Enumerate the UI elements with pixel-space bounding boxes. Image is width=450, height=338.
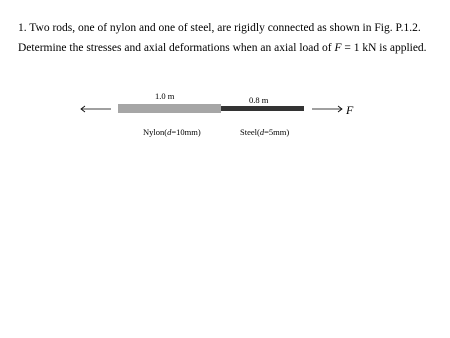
nylon-label-suffix: =10mm): [171, 127, 201, 137]
left-arrow-icon: [80, 104, 112, 114]
steel-label-suffix: =5mm): [264, 127, 290, 137]
nylon-material-label: [143, 127, 201, 137]
steel-material-label: [240, 127, 289, 137]
problem-line-2-end: = 1 kN is applied.: [341, 42, 427, 54]
nylon-diameter-var: d: [167, 127, 172, 137]
nylon-label-prefix: Nylon(: [143, 127, 168, 137]
steel-diameter-var: d: [259, 127, 265, 137]
problem-line-2: [18, 41, 427, 55]
nylon-rod: [118, 104, 221, 113]
steel-length-label: 0.8 m: [249, 95, 269, 105]
force-variable: F: [334, 42, 342, 54]
steel-label-prefix: Steel(: [240, 127, 260, 137]
right-arrow-icon: [311, 104, 343, 114]
steel-rod: [221, 106, 304, 111]
problem-line-2-start: Determine the stresses and axial deformations when an axial load of: [18, 42, 335, 54]
nylon-length-label: 1.0 m: [155, 91, 175, 101]
force-label: F: [346, 103, 354, 117]
problem-line-1: 1. Two rods, one of nylon and one of steel, are rigidly connected as shown in Fig. P.1.2.: [18, 22, 421, 34]
